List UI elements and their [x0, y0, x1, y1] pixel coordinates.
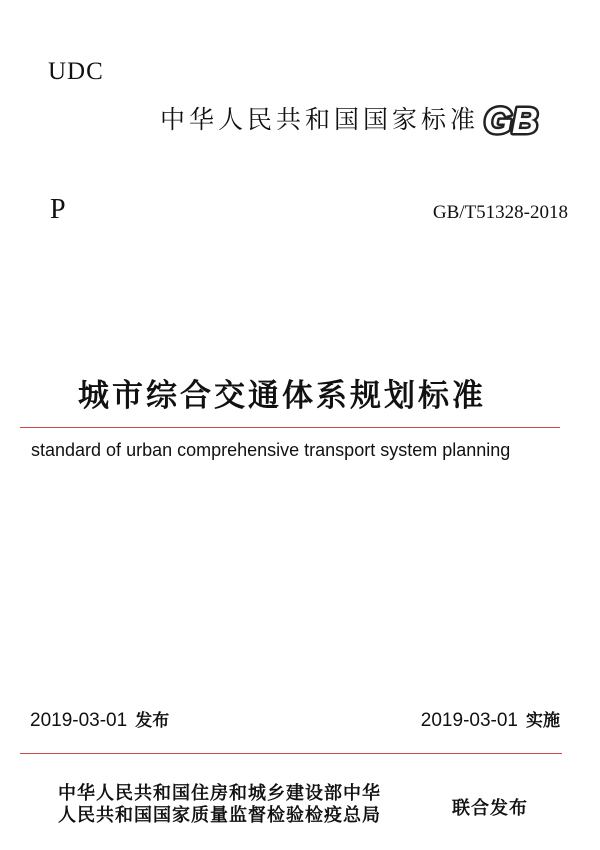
joint-issue-label: 联合发布 — [452, 798, 528, 819]
document-title-chinese: 城市综合交通体系规划标准 — [78, 378, 486, 414]
standard-number: GB/T51328-2018 — [432, 202, 568, 223]
gb-logo-icon — [478, 100, 544, 140]
issue-date-block — [30, 706, 169, 732]
footer-divider — [20, 753, 562, 754]
category-code: P — [50, 194, 66, 225]
title-divider — [20, 427, 560, 428]
implementation-label: 实施 — [526, 711, 560, 731]
implementation-date: 2019-03-01 — [420, 710, 518, 731]
implementation-date-block — [421, 706, 560, 732]
national-standard-heading: 中华人民共和国国家标准 — [160, 105, 480, 134]
issuer-line-2: 人民共和国国家质量监督检验检疫总局 — [58, 805, 381, 826]
issue-label: 发布 — [135, 711, 170, 731]
issue-date: 2019-03-01 — [30, 710, 128, 731]
document-title-english: standard of urban comprehensive transport system planning — [31, 440, 511, 460]
udc-label: UDC — [48, 58, 104, 85]
issuer-line-1: 中华人民共和国住房和城乡建设部中华 — [58, 783, 381, 804]
gb-logo-text: GB — [484, 100, 538, 140]
